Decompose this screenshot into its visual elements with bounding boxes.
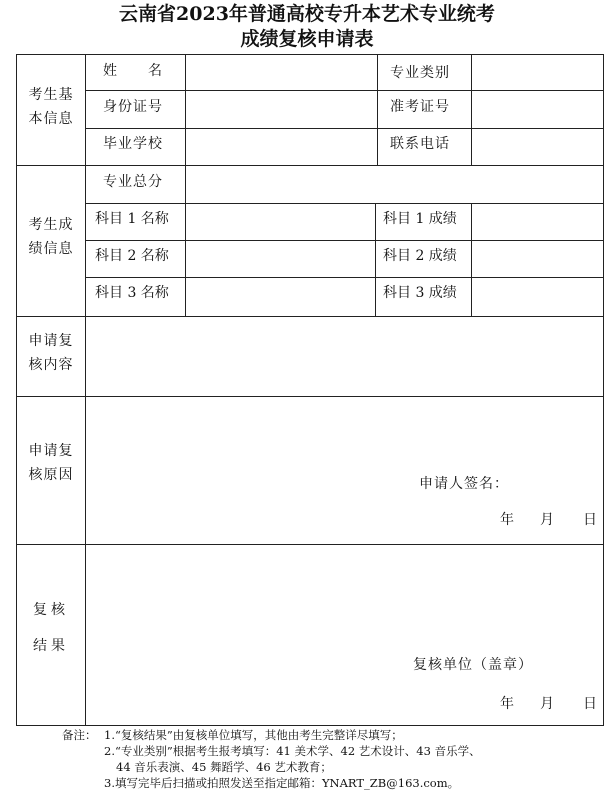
signature-date-month: 月 [540,512,555,528]
section-review-result [17,598,85,658]
section-review-reason-line2: 核原因 [28,467,74,483]
section-score-info [17,213,85,261]
form-title-line2: 成绩复核申请表 [240,28,374,50]
review-date-month: 月 [540,696,555,712]
note-3: 3.填写完毕后扫描或拍照发送至指定邮箱：YNART_ZB@163.com。 [104,776,460,790]
input-subject1-score[interactable] [472,204,602,240]
review-date-year: 年 [500,696,515,712]
note-1: 1.“复核结果”由复核单位填写，其他由考生完整详尽填写； [104,728,403,742]
input-review-result[interactable] [86,545,602,725]
input-subject2-name[interactable] [186,241,374,277]
label-subject3-name: 科目 3 名称 [95,285,169,301]
section-basic-info-line1: 考生基 [28,87,74,103]
input-subject3-score[interactable] [472,278,602,316]
input-subject3-name[interactable] [186,278,374,316]
input-subject2-score[interactable] [472,241,602,277]
review-unit-stamp-label: 复核单位（盖章） [413,657,533,673]
input-graduate-school[interactable] [186,129,376,165]
label-total-score: 专业总分 [103,174,163,190]
label-subject2-score: 科目 2 成绩 [383,248,457,264]
section-review-result-line2: 结果 [33,638,69,654]
notes-label: 备注： [62,728,97,742]
input-review-content[interactable] [86,317,602,396]
review-date-day: 日 [583,696,598,712]
label-phone: 联系电话 [390,136,450,152]
label-subject1-score: 科目 1 成绩 [383,211,457,227]
note-2b: 44 音乐表演、45 舞蹈学、46 艺术教育； [116,760,332,774]
input-review-reason[interactable] [86,397,602,544]
section-review-content [17,329,85,377]
note-2a: 2.“专业类别”根据考生报考填写：41 美术学、42 艺术设计、43 音乐学、 [104,744,481,758]
section-review-content-line2: 核内容 [28,357,74,373]
section-review-content-line1: 申请复 [28,333,74,349]
section-review-reason [17,439,85,487]
label-subject2-name: 科目 2 名称 [95,248,169,264]
label-subject3-score: 科目 3 成绩 [383,285,457,301]
label-id-number: 身份证号 [103,99,163,115]
section-basic-info [17,83,85,131]
signature-date-year: 年 [500,512,515,528]
form-title-line1: 云南省2023年普通高校专升本艺术专业统考 [119,3,495,25]
label-major-category: 专业类别 [390,65,450,81]
label-graduate-school: 毕业学校 [103,136,163,152]
section-score-info-line1: 考生成 [28,217,74,233]
input-name[interactable] [186,56,376,90]
label-name: 姓 名 [103,63,163,79]
section-review-reason-line1: 申请复 [28,443,74,459]
label-subject1-name: 科目 1 名称 [95,211,169,227]
applicant-signature-label: 申请人签名： [419,476,509,492]
section-score-info-line2: 绩信息 [28,241,74,257]
label-admission-number: 准考证号 [390,99,450,115]
signature-date-day: 日 [583,512,598,528]
application-form-table [16,54,604,726]
input-id-number[interactable] [186,91,376,128]
input-total-score[interactable] [186,166,602,203]
input-major-category[interactable] [472,56,602,90]
input-admission-number[interactable] [472,91,602,128]
input-subject1-name[interactable] [186,204,374,240]
section-review-result-line1: 复核 [33,602,69,618]
input-phone[interactable] [472,129,602,165]
section-basic-info-line2: 本信息 [28,111,74,127]
